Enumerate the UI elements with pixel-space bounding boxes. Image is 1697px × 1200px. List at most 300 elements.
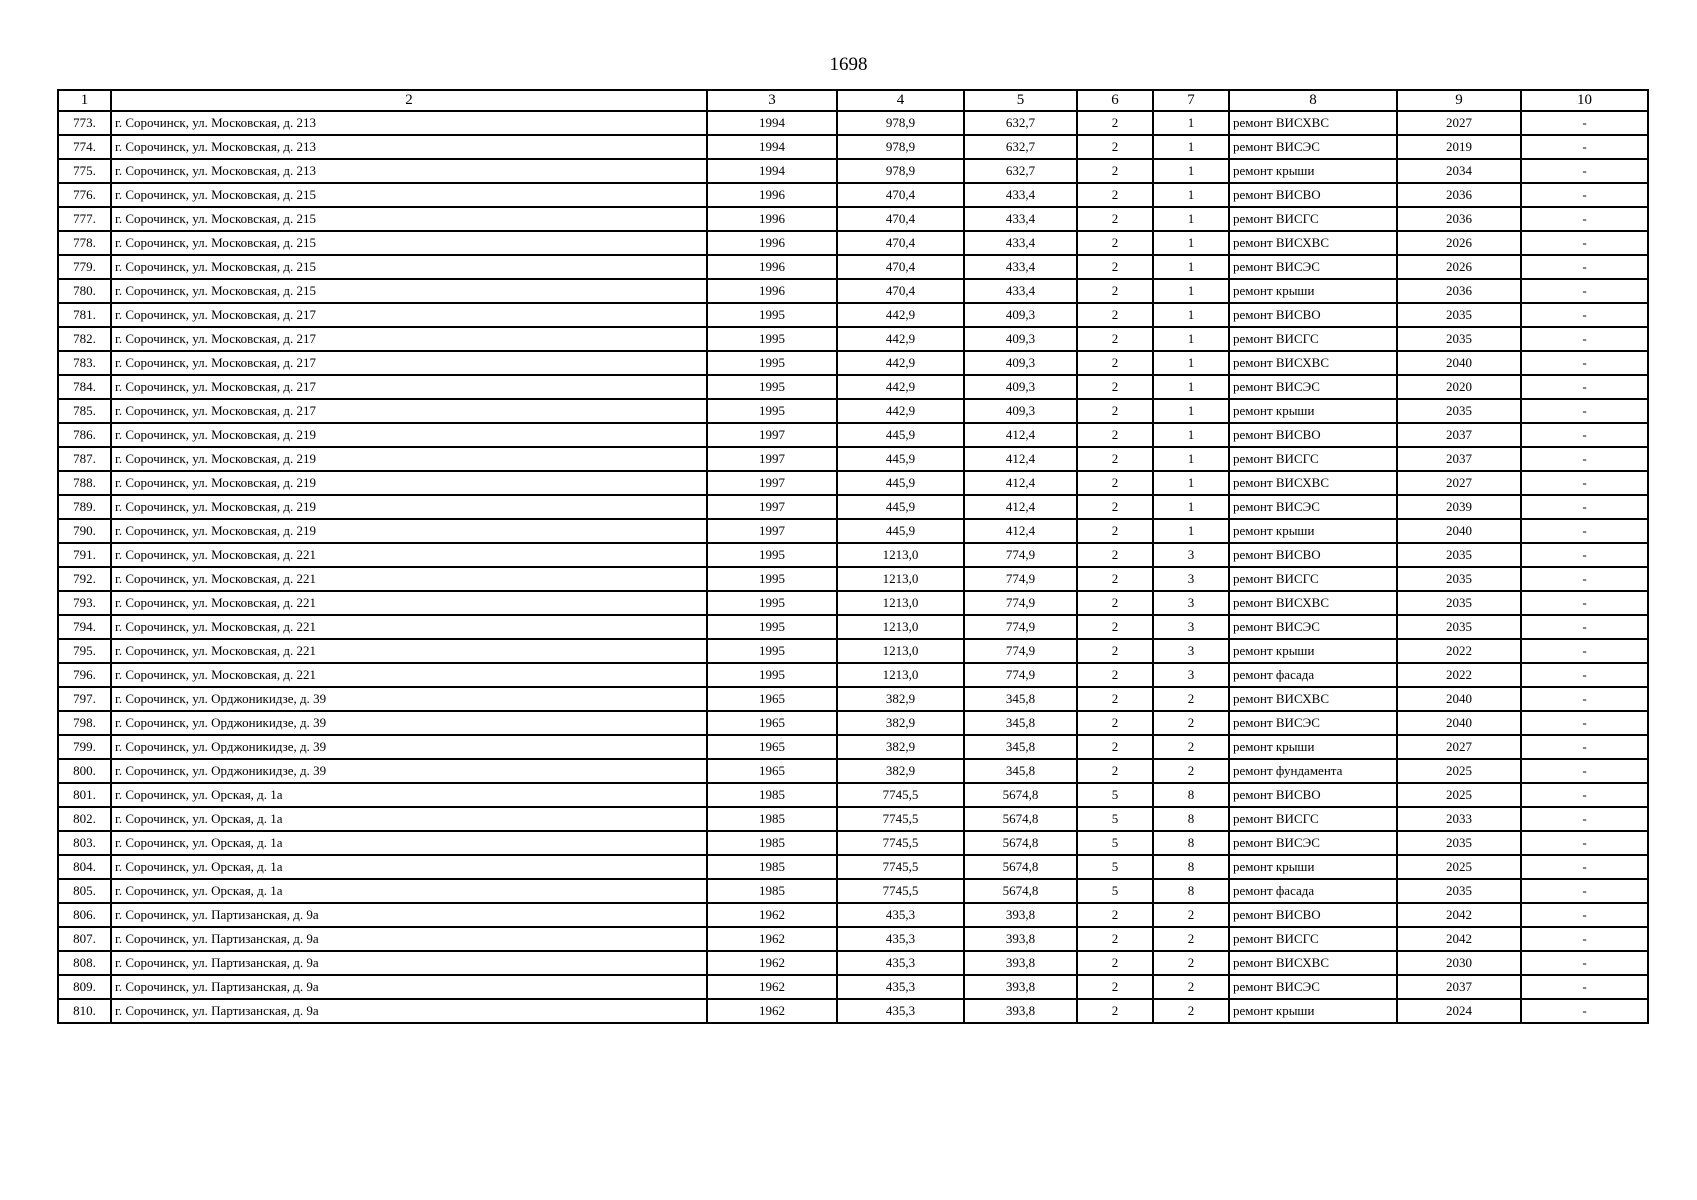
cell-living-area: 632,7 [964, 159, 1077, 183]
cell-row-number: 774. [58, 135, 111, 159]
cell-floors: 5 [1077, 807, 1153, 831]
cell-total-area: 470,4 [837, 183, 964, 207]
cell-entrances: 1 [1153, 207, 1229, 231]
table-row [58, 471, 1648, 495]
cell-note: - [1521, 519, 1648, 543]
table-row [58, 759, 1648, 783]
cell-address: г. Сорочинск, ул. Орская, д. 1а [111, 783, 707, 807]
cell-total-area: 978,9 [837, 159, 964, 183]
cell-work-type: ремонт крыши [1229, 639, 1397, 663]
cell-total-area: 442,9 [837, 351, 964, 375]
cell-living-area: 393,8 [964, 951, 1077, 975]
cell-floors: 2 [1077, 303, 1153, 327]
cell-year-built: 1995 [707, 543, 837, 567]
cell-living-area: 345,8 [964, 735, 1077, 759]
cell-total-area: 470,4 [837, 231, 964, 255]
cell-work-type: ремонт крыши [1229, 735, 1397, 759]
cell-row-number: 792. [58, 567, 111, 591]
cell-planned-year: 2035 [1397, 303, 1521, 327]
cell-floors: 2 [1077, 327, 1153, 351]
cell-row-number: 794. [58, 615, 111, 639]
cell-year-built: 1985 [707, 879, 837, 903]
cell-address: г. Сорочинск, ул. Московская, д. 221 [111, 591, 707, 615]
cell-total-area: 7745,5 [837, 807, 964, 831]
cell-floors: 2 [1077, 495, 1153, 519]
cell-year-built: 1965 [707, 759, 837, 783]
cell-row-number: 778. [58, 231, 111, 255]
cell-work-type: ремонт ВИСХВС [1229, 111, 1397, 135]
column-header-4: 4 [837, 90, 964, 111]
cell-year-built: 1995 [707, 639, 837, 663]
table-row [58, 807, 1648, 831]
cell-planned-year: 2025 [1397, 783, 1521, 807]
cell-floors: 2 [1077, 591, 1153, 615]
cell-row-number: 784. [58, 375, 111, 399]
cell-note: - [1521, 303, 1648, 327]
cell-planned-year: 2035 [1397, 399, 1521, 423]
cell-note: - [1521, 999, 1648, 1023]
table-row [58, 999, 1648, 1023]
cell-entrances: 1 [1153, 159, 1229, 183]
cell-living-area: 5674,8 [964, 831, 1077, 855]
cell-living-area: 412,4 [964, 423, 1077, 447]
cell-floors: 2 [1077, 183, 1153, 207]
cell-work-type: ремонт ВИСЭС [1229, 375, 1397, 399]
cell-floors: 2 [1077, 543, 1153, 567]
table-row [58, 207, 1648, 231]
cell-planned-year: 2037 [1397, 447, 1521, 471]
column-header-2: 2 [111, 90, 707, 111]
cell-work-type: ремонт ВИСВО [1229, 423, 1397, 447]
cell-total-area: 1213,0 [837, 663, 964, 687]
cell-total-area: 382,9 [837, 711, 964, 735]
cell-living-area: 433,4 [964, 183, 1077, 207]
cell-note: - [1521, 327, 1648, 351]
cell-year-built: 1962 [707, 927, 837, 951]
column-header-1: 1 [58, 90, 111, 111]
cell-planned-year: 2037 [1397, 423, 1521, 447]
cell-row-number: 803. [58, 831, 111, 855]
cell-living-area: 433,4 [964, 279, 1077, 303]
cell-total-area: 435,3 [837, 927, 964, 951]
cell-row-number: 804. [58, 855, 111, 879]
table-row [58, 927, 1648, 951]
cell-total-area: 445,9 [837, 471, 964, 495]
cell-work-type: ремонт ВИСВО [1229, 303, 1397, 327]
cell-row-number: 797. [58, 687, 111, 711]
table-row [58, 375, 1648, 399]
table-row [58, 687, 1648, 711]
cell-planned-year: 2035 [1397, 591, 1521, 615]
cell-address: г. Сорочинск, ул. Партизанская, д. 9а [111, 903, 707, 927]
cell-address: г. Сорочинск, ул. Московская, д. 219 [111, 423, 707, 447]
cell-entrances: 1 [1153, 471, 1229, 495]
cell-work-type: ремонт ВИСВО [1229, 183, 1397, 207]
table-row [58, 351, 1648, 375]
cell-note: - [1521, 135, 1648, 159]
cell-floors: 5 [1077, 831, 1153, 855]
cell-row-number: 802. [58, 807, 111, 831]
table-row [58, 423, 1648, 447]
cell-work-type: ремонт ВИСХВС [1229, 231, 1397, 255]
cell-planned-year: 2036 [1397, 279, 1521, 303]
cell-floors: 2 [1077, 975, 1153, 999]
column-header-5: 5 [964, 90, 1077, 111]
cell-year-built: 1962 [707, 951, 837, 975]
cell-total-area: 435,3 [837, 903, 964, 927]
cell-row-number: 795. [58, 639, 111, 663]
cell-living-area: 345,8 [964, 687, 1077, 711]
cell-note: - [1521, 591, 1648, 615]
cell-entrances: 8 [1153, 807, 1229, 831]
cell-entrances: 1 [1153, 231, 1229, 255]
cell-floors: 2 [1077, 399, 1153, 423]
cell-floors: 2 [1077, 567, 1153, 591]
cell-total-area: 445,9 [837, 495, 964, 519]
cell-address: г. Сорочинск, ул. Орская, д. 1а [111, 831, 707, 855]
cell-work-type: ремонт ВИСХВС [1229, 351, 1397, 375]
cell-row-number: 786. [58, 423, 111, 447]
column-header-10: 10 [1521, 90, 1648, 111]
cell-living-area: 433,4 [964, 255, 1077, 279]
cell-planned-year: 2039 [1397, 495, 1521, 519]
cell-floors: 2 [1077, 423, 1153, 447]
cell-year-built: 1996 [707, 207, 837, 231]
cell-entrances: 1 [1153, 351, 1229, 375]
table-row [58, 279, 1648, 303]
cell-year-built: 1995 [707, 615, 837, 639]
cell-year-built: 1996 [707, 183, 837, 207]
table-row [58, 231, 1648, 255]
cell-work-type: ремонт ВИСЭС [1229, 831, 1397, 855]
cell-entrances: 8 [1153, 783, 1229, 807]
cell-floors: 2 [1077, 471, 1153, 495]
table-row [58, 111, 1648, 135]
cell-address: г. Сорочинск, ул. Московская, д. 221 [111, 543, 707, 567]
cell-floors: 5 [1077, 855, 1153, 879]
table-row [58, 615, 1648, 639]
cell-total-area: 445,9 [837, 447, 964, 471]
table-row [58, 327, 1648, 351]
cell-floors: 2 [1077, 231, 1153, 255]
cell-note: - [1521, 927, 1648, 951]
cell-planned-year: 2036 [1397, 207, 1521, 231]
table-row [58, 159, 1648, 183]
cell-floors: 2 [1077, 951, 1153, 975]
cell-planned-year: 2020 [1397, 375, 1521, 399]
cell-address: г. Сорочинск, ул. Московская, д. 213 [111, 159, 707, 183]
cell-work-type: ремонт ВИСВО [1229, 543, 1397, 567]
cell-note: - [1521, 975, 1648, 999]
cell-total-area: 435,3 [837, 999, 964, 1023]
cell-living-area: 412,4 [964, 471, 1077, 495]
cell-row-number: 787. [58, 447, 111, 471]
cell-entrances: 1 [1153, 423, 1229, 447]
cell-total-area: 442,9 [837, 399, 964, 423]
cell-row-number: 796. [58, 663, 111, 687]
cell-row-number: 777. [58, 207, 111, 231]
cell-entrances: 1 [1153, 279, 1229, 303]
cell-floors: 2 [1077, 615, 1153, 639]
cell-total-area: 435,3 [837, 951, 964, 975]
cell-total-area: 470,4 [837, 207, 964, 231]
table-row [58, 951, 1648, 975]
cell-work-type: ремонт ВИСЭС [1229, 711, 1397, 735]
cell-note: - [1521, 639, 1648, 663]
cell-entrances: 2 [1153, 999, 1229, 1023]
cell-year-built: 1996 [707, 255, 837, 279]
cell-note: - [1521, 951, 1648, 975]
cell-work-type: ремонт ВИСВО [1229, 903, 1397, 927]
table-row [58, 567, 1648, 591]
cell-planned-year: 2027 [1397, 471, 1521, 495]
cell-year-built: 1994 [707, 111, 837, 135]
cell-living-area: 774,9 [964, 567, 1077, 591]
cell-total-area: 445,9 [837, 519, 964, 543]
column-header-7: 7 [1153, 90, 1229, 111]
cell-note: - [1521, 423, 1648, 447]
column-header-9: 9 [1397, 90, 1521, 111]
cell-entrances: 8 [1153, 831, 1229, 855]
table-row [58, 663, 1648, 687]
cell-year-built: 1994 [707, 135, 837, 159]
cell-note: - [1521, 879, 1648, 903]
cell-floors: 2 [1077, 999, 1153, 1023]
cell-year-built: 1985 [707, 855, 837, 879]
cell-year-built: 1962 [707, 999, 837, 1023]
cell-row-number: 807. [58, 927, 111, 951]
cell-address: г. Сорочинск, ул. Московская, д. 217 [111, 303, 707, 327]
cell-note: - [1521, 471, 1648, 495]
table-row [58, 543, 1648, 567]
cell-floors: 2 [1077, 135, 1153, 159]
cell-row-number: 773. [58, 111, 111, 135]
cell-work-type: ремонт ВИСГС [1229, 807, 1397, 831]
table-row [58, 711, 1648, 735]
cell-address: г. Сорочинск, ул. Московская, д. 221 [111, 567, 707, 591]
cell-planned-year: 2042 [1397, 927, 1521, 951]
cell-total-area: 7745,5 [837, 879, 964, 903]
cell-living-area: 433,4 [964, 207, 1077, 231]
cell-planned-year: 2040 [1397, 351, 1521, 375]
cell-entrances: 1 [1153, 255, 1229, 279]
cell-entrances: 3 [1153, 663, 1229, 687]
cell-living-area: 412,4 [964, 447, 1077, 471]
cell-year-built: 1962 [707, 975, 837, 999]
table-row [58, 879, 1648, 903]
cell-living-area: 393,8 [964, 975, 1077, 999]
cell-work-type: ремонт ВИСЭС [1229, 975, 1397, 999]
cell-living-area: 345,8 [964, 711, 1077, 735]
cell-note: - [1521, 543, 1648, 567]
cell-work-type: ремонт крыши [1229, 855, 1397, 879]
cell-address: г. Сорочинск, ул. Московская, д. 215 [111, 207, 707, 231]
cell-note: - [1521, 903, 1648, 927]
cell-living-area: 632,7 [964, 111, 1077, 135]
cell-living-area: 393,8 [964, 903, 1077, 927]
page-number: 1698 [829, 54, 868, 75]
cell-note: - [1521, 567, 1648, 591]
cell-entrances: 2 [1153, 735, 1229, 759]
cell-living-area: 412,4 [964, 495, 1077, 519]
table-row [58, 303, 1648, 327]
cell-total-area: 435,3 [837, 975, 964, 999]
cell-row-number: 779. [58, 255, 111, 279]
cell-entrances: 1 [1153, 111, 1229, 135]
cell-work-type: ремонт ВИСГС [1229, 327, 1397, 351]
table-row [58, 855, 1648, 879]
cell-row-number: 780. [58, 279, 111, 303]
cell-work-type: ремонт крыши [1229, 399, 1397, 423]
cell-address: г. Сорочинск, ул. Орджоникидзе, д. 39 [111, 759, 707, 783]
cell-entrances: 2 [1153, 687, 1229, 711]
cell-year-built: 1994 [707, 159, 837, 183]
cell-planned-year: 2036 [1397, 183, 1521, 207]
cell-row-number: 799. [58, 735, 111, 759]
cell-note: - [1521, 759, 1648, 783]
cell-address: г. Сорочинск, ул. Орджоникидзе, д. 39 [111, 711, 707, 735]
cell-year-built: 1995 [707, 663, 837, 687]
cell-row-number: 798. [58, 711, 111, 735]
cell-address: г. Сорочинск, ул. Московская, д. 219 [111, 447, 707, 471]
cell-row-number: 783. [58, 351, 111, 375]
cell-planned-year: 2035 [1397, 567, 1521, 591]
cell-address: г. Сорочинск, ул. Московская, д. 219 [111, 495, 707, 519]
cell-entrances: 3 [1153, 567, 1229, 591]
cell-planned-year: 2027 [1397, 735, 1521, 759]
cell-floors: 2 [1077, 159, 1153, 183]
cell-living-area: 632,7 [964, 135, 1077, 159]
cell-address: г. Сорочинск, ул. Московская, д. 221 [111, 663, 707, 687]
cell-total-area: 445,9 [837, 423, 964, 447]
cell-total-area: 1213,0 [837, 591, 964, 615]
cell-note: - [1521, 207, 1648, 231]
cell-address: г. Сорочинск, ул. Орджоникидзе, д. 39 [111, 687, 707, 711]
table-row [58, 783, 1648, 807]
cell-year-built: 1996 [707, 231, 837, 255]
cell-note: - [1521, 279, 1648, 303]
cell-row-number: 805. [58, 879, 111, 903]
cell-planned-year: 2037 [1397, 975, 1521, 999]
cell-address: г. Сорочинск, ул. Московская, д. 217 [111, 399, 707, 423]
cell-note: - [1521, 375, 1648, 399]
cell-address: г. Сорочинск, ул. Московская, д. 221 [111, 615, 707, 639]
table-header-row [58, 90, 1648, 111]
cell-year-built: 1995 [707, 567, 837, 591]
cell-year-built: 1997 [707, 471, 837, 495]
cell-row-number: 810. [58, 999, 111, 1023]
cell-year-built: 1995 [707, 351, 837, 375]
cell-planned-year: 2025 [1397, 855, 1521, 879]
cell-living-area: 774,9 [964, 663, 1077, 687]
cell-row-number: 776. [58, 183, 111, 207]
cell-total-area: 1213,0 [837, 543, 964, 567]
cell-note: - [1521, 711, 1648, 735]
cell-note: - [1521, 447, 1648, 471]
cell-total-area: 7745,5 [837, 855, 964, 879]
cell-address: г. Сорочинск, ул. Партизанская, д. 9а [111, 975, 707, 999]
cell-entrances: 2 [1153, 975, 1229, 999]
cell-work-type: ремонт ВИСГС [1229, 927, 1397, 951]
cell-living-area: 5674,8 [964, 783, 1077, 807]
cell-work-type: ремонт крыши [1229, 999, 1397, 1023]
cell-note: - [1521, 351, 1648, 375]
cell-total-area: 382,9 [837, 759, 964, 783]
cell-year-built: 1995 [707, 591, 837, 615]
table-body [58, 111, 1648, 1023]
cell-floors: 2 [1077, 351, 1153, 375]
cell-total-area: 978,9 [837, 111, 964, 135]
table-row [58, 135, 1648, 159]
cell-total-area: 470,4 [837, 279, 964, 303]
cell-planned-year: 2025 [1397, 759, 1521, 783]
cell-note: - [1521, 495, 1648, 519]
table-row [58, 495, 1648, 519]
cell-entrances: 1 [1153, 135, 1229, 159]
table-row [58, 255, 1648, 279]
cell-year-built: 1995 [707, 399, 837, 423]
cell-total-area: 7745,5 [837, 831, 964, 855]
cell-living-area: 393,8 [964, 927, 1077, 951]
cell-total-area: 382,9 [837, 687, 964, 711]
cell-year-built: 1997 [707, 423, 837, 447]
cell-floors: 2 [1077, 759, 1153, 783]
cell-row-number: 775. [58, 159, 111, 183]
cell-year-built: 1995 [707, 303, 837, 327]
cell-address: г. Сорочинск, ул. Московская, д. 215 [111, 255, 707, 279]
cell-year-built: 1997 [707, 519, 837, 543]
cell-note: - [1521, 231, 1648, 255]
cell-floors: 5 [1077, 783, 1153, 807]
table-row [58, 975, 1648, 999]
cell-address: г. Сорочинск, ул. Московская, д. 215 [111, 279, 707, 303]
cell-work-type: ремонт ВИСГС [1229, 447, 1397, 471]
cell-address: г. Сорочинск, ул. Московская, д. 213 [111, 135, 707, 159]
cell-note: - [1521, 783, 1648, 807]
cell-floors: 2 [1077, 663, 1153, 687]
cell-living-area: 774,9 [964, 543, 1077, 567]
table-row [58, 831, 1648, 855]
cell-year-built: 1985 [707, 831, 837, 855]
cell-planned-year: 2035 [1397, 879, 1521, 903]
cell-year-built: 1965 [707, 687, 837, 711]
cell-planned-year: 2026 [1397, 231, 1521, 255]
cell-total-area: 470,4 [837, 255, 964, 279]
cell-note: - [1521, 183, 1648, 207]
cell-note: - [1521, 807, 1648, 831]
cell-living-area: 774,9 [964, 639, 1077, 663]
table-row [58, 183, 1648, 207]
cell-floors: 2 [1077, 255, 1153, 279]
cell-floors: 2 [1077, 927, 1153, 951]
column-header-3: 3 [707, 90, 837, 111]
cell-planned-year: 2035 [1397, 327, 1521, 351]
cell-living-area: 5674,8 [964, 807, 1077, 831]
table-row [58, 591, 1648, 615]
cell-work-type: ремонт ВИСЭС [1229, 495, 1397, 519]
cell-entrances: 1 [1153, 447, 1229, 471]
cell-row-number: 809. [58, 975, 111, 999]
cell-entrances: 1 [1153, 327, 1229, 351]
cell-row-number: 800. [58, 759, 111, 783]
cell-note: - [1521, 111, 1648, 135]
cell-address: г. Сорочинск, ул. Московская, д. 213 [111, 111, 707, 135]
cell-work-type: ремонт фасада [1229, 663, 1397, 687]
cell-planned-year: 2022 [1397, 663, 1521, 687]
cell-row-number: 801. [58, 783, 111, 807]
cell-floors: 2 [1077, 279, 1153, 303]
cell-floors: 2 [1077, 207, 1153, 231]
